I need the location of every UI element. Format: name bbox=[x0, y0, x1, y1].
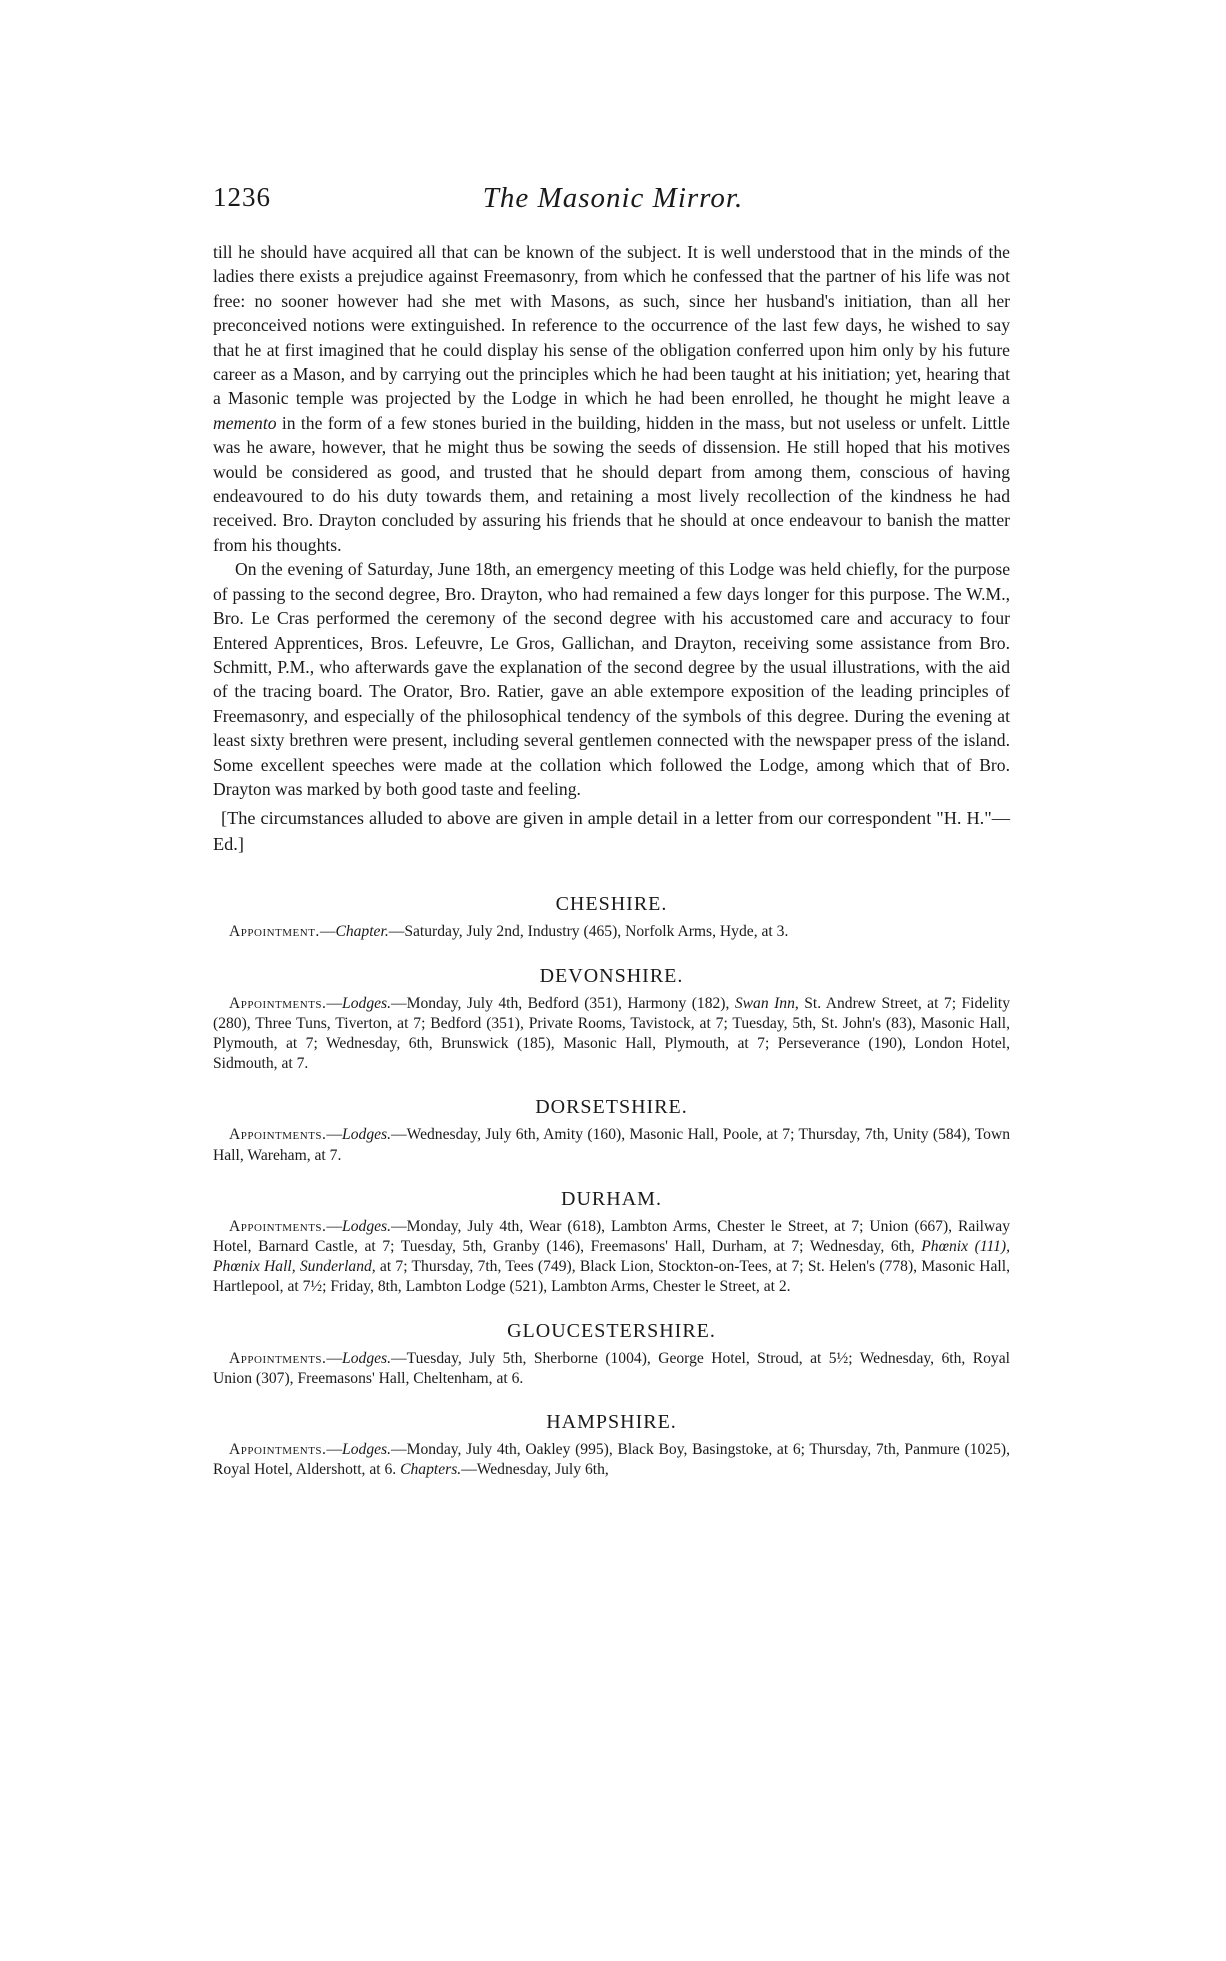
appointment-label: Appointments. bbox=[229, 1440, 327, 1458]
appointment-label: Appointment. bbox=[229, 923, 320, 941]
appointment-label: Appointments. bbox=[229, 1217, 327, 1235]
text-run: — bbox=[326, 1440, 343, 1458]
appointment-label: Appointments. bbox=[229, 1349, 327, 1367]
body-paragraph bbox=[213, 240, 1010, 557]
section-heading: DURHAM. bbox=[561, 1187, 662, 1210]
county-sections bbox=[213, 893, 1010, 1480]
italic-text: Lodges. bbox=[342, 1126, 391, 1144]
italic-text: Lodges. bbox=[342, 1217, 391, 1235]
text-run: — bbox=[326, 994, 343, 1012]
text-run: , St. Andrew Street, at 7; Fidelity (280), Three Tuns, Tiverton, at 7; Bedford (351), Private Rooms, Tavistock, at 7; Tuesday, 5th, St. John's (83), Masonic Hall, Plymouth, at 7; Wednesday, 6th, Brunswick (185), Masonic Hall, Plymouth, at 7; Perseverance (190), London Hotel, Sidmouth, at 7. bbox=[213, 994, 1010, 1073]
page-number: 1236 bbox=[213, 182, 271, 212]
text-run: till he should have acquired all that can be known of the subject. It is well understood that in the minds of the ladies there exists a prejudice against Freemasonry, from which he confessed that the partner of his life was not free: no sooner however had she met with Masons, as such, since her husband's initiation, than all her preconceived notions were extinguished. In reference to the occurrence of the last few days, he wished to say that he at first imagined that he could display his sense of the obligation conferred upon him only by his future career as a Mason, and by carrying out the principles which he had been taught at his initiation; yet, hearing that a Masonic temple was projected by the Lodge in which he had been enrolled, he thought he might leave a bbox=[213, 242, 1010, 409]
text-run: —Saturday, July 2nd, Industry (465), Norfolk Arms, Hyde, at 3. bbox=[388, 923, 789, 941]
italic-text: Chapter. bbox=[335, 923, 389, 941]
text-run: — bbox=[319, 923, 336, 941]
appointments-listing bbox=[213, 1349, 1010, 1389]
italic-text: Phœnix (111), Phœnix Hall, Sunderland, bbox=[213, 1237, 1011, 1276]
section-heading: GLOUCESTERSHIRE. bbox=[507, 1319, 716, 1342]
section-heading: CHESHIRE. bbox=[555, 893, 668, 916]
italic-text: memento bbox=[213, 412, 277, 433]
text-run: —Monday, July 4th, Oakley (995), Black Boy, Basingstoke, at 6; Thursday, 7th, Panmure (1025), Royal Hotel, Aldershott, at 6. bbox=[213, 1440, 1010, 1479]
text-run: in the form of a few stones buried in the building, hidden in the mass, but not useless or unfelt. Little was he aware, however, that he might thus be sowing the seeds of dissension. He still hoped that his motives would be considered as good, and trusted that he should depart from among them, conscious of having endeavoured to do his duty towards them, and retaining a most lively recollection of the kindness he had received. Bro. Drayton concluded by assuring his friends that he should at once endeavour to banish the matter from his thoughts. bbox=[213, 412, 1010, 555]
section-heading: DEVONSHIRE. bbox=[539, 964, 684, 987]
body-paragraph bbox=[213, 557, 1010, 801]
text-run: —Wednesday, July 6th, bbox=[461, 1461, 609, 1479]
italic-text: Lodges. bbox=[342, 994, 391, 1012]
italic-text: Chapters. bbox=[400, 1461, 462, 1479]
text-run: — bbox=[326, 1126, 343, 1144]
text-run: —Tuesday, July 5th, Sherborne (1004), George Hotel, Stroud, at 5½; Wednesday, 6th, Royal Union (307), Freemasons' Hall, Cheltenham, at 6. bbox=[213, 1349, 1010, 1387]
appointments-listing bbox=[213, 1440, 1010, 1480]
appointment-label: Appointments. bbox=[229, 1126, 327, 1144]
appointments-listing bbox=[213, 922, 1010, 942]
page-content bbox=[213, 240, 1010, 1480]
section-heading: HAMPSHIRE. bbox=[546, 1410, 677, 1433]
editorial-note: [The circumstances alluded to above are given in ample detail in a letter from our correspondent "H. H."—Ed.] bbox=[213, 808, 1010, 855]
italic-text: Swan Inn bbox=[734, 994, 795, 1012]
appointments-listing bbox=[213, 1217, 1010, 1298]
text-run: — bbox=[326, 1349, 343, 1367]
text-run: —Monday, July 4th, Bedford (351), Harmony (182), bbox=[391, 994, 735, 1012]
text-run: at 7; Thursday, 7th, Tees (749), Black Lion, Stockton-on-Tees, at 7; St. Helen's (778), Masonic Hall, Hartlepool, at 7½; Friday, 8th, Lambton Lodge (521), Lambton Arms, Chester le Street, at 2. bbox=[213, 1258, 1010, 1296]
appointment-label: Appointments. bbox=[229, 994, 327, 1012]
italic-text: Lodges. bbox=[342, 1349, 391, 1367]
italic-text: Lodges. bbox=[342, 1440, 391, 1458]
section-heading: DORSETSHIRE. bbox=[535, 1096, 688, 1119]
journal-title: The Masonic Mirror. bbox=[482, 182, 744, 214]
appointments-listing bbox=[213, 1125, 1010, 1165]
text-run: —Wednesday, July 6th, Amity (160), Masonic Hall, Poole, at 7; Thursday, 7th, Unity (584), Town Hall, Wareham, at 7. bbox=[213, 1126, 1010, 1164]
text-run: —Monday, July 4th, Wear (618), Lambton Arms, Chester le Street, at 7; Union (667), Railway Hotel, Barnard Castle, at 7; Tuesday, 5th, Granby (146), Freemasons' Hall, Durham, at 7; Wednesday, 6th, bbox=[213, 1217, 1010, 1255]
appointments-listing bbox=[213, 994, 1010, 1075]
text-run: On the evening of Saturday, June 18th, an emergency meeting of this Lodge was held chiefly, for the purpose of passing to the second degree, Bro. Drayton, who had remained a few days longer for this purpose. The W.M., Bro. Le Cras performed the ceremony of the second degree with his accustomed care and accuracy to four Entered Apprentices, Bros. Lefeuvre, Le Gros, Gallichan, and Drayton, receiving some assistance from Bro. Schmitt, P.M., who afterwards gave the explanation of the second degree by the usual illustrations, with the aid of the tracing board. The Orator, Bro. Ratier, gave an able extempore exposition of the leading principles of Freemasonry, and especially of the philosophical tendency of the symbols of this degree. During the evening at least sixty brethren were present, including several gentlemen connected with the newspaper press of the island. Some excellent speeches were made at the collation which followed the Lodge, among which that of Bro. Drayton was marked by both good taste and feeling. bbox=[213, 559, 1010, 799]
running-head bbox=[213, 182, 1013, 222]
text-run: — bbox=[326, 1217, 343, 1235]
